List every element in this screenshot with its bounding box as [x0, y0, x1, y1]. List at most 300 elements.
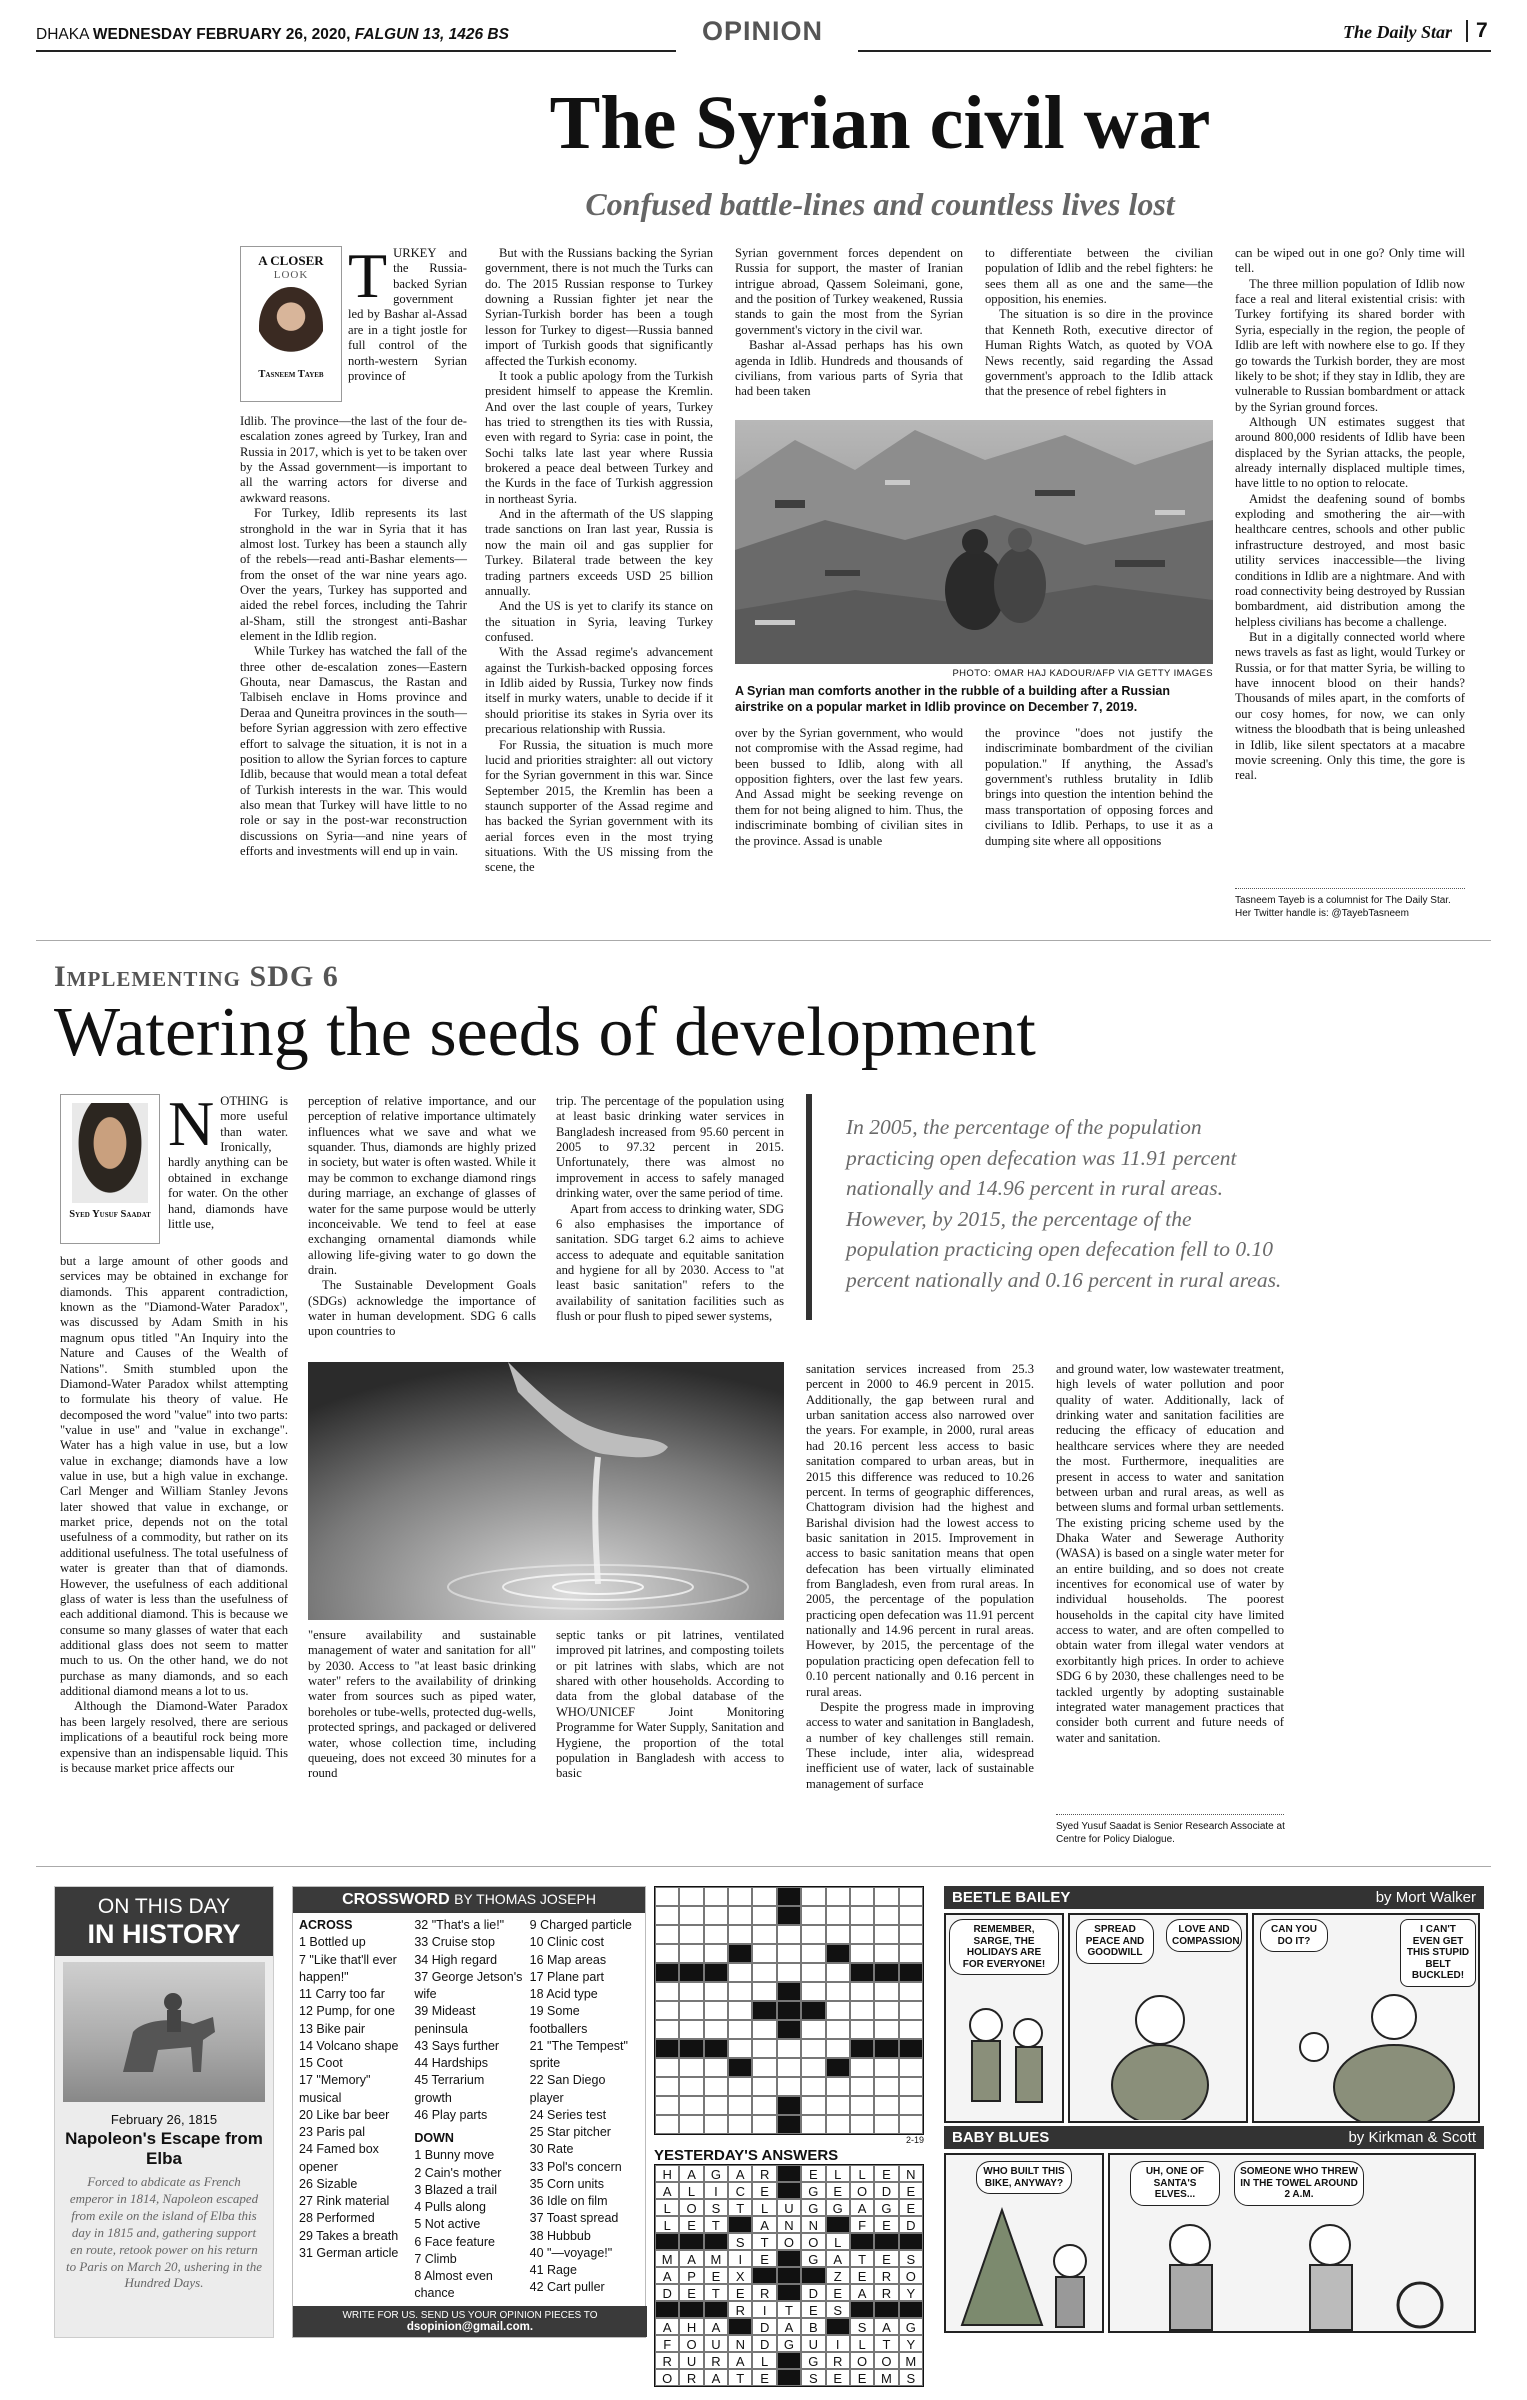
crossword-byline: BY THOMAS JOSEPH — [454, 1891, 596, 1907]
answer-cell: L — [752, 2352, 776, 2369]
crossword-cell[interactable] — [679, 2115, 703, 2134]
article1-col1b — [240, 414, 467, 859]
crossword-cell[interactable] — [752, 2058, 776, 2077]
crossword-cell[interactable] — [655, 1906, 679, 1925]
crossword-cell[interactable] — [728, 1982, 752, 2001]
answer-cell: O — [777, 2233, 801, 2250]
answer-cell: U — [704, 2335, 728, 2352]
answer-cell: P — [679, 2267, 703, 2284]
clue: 36 Idle on film — [529, 2194, 608, 2208]
clue: 22 San Diego player — [529, 2073, 606, 2105]
crossword-cell[interactable] — [874, 1925, 898, 1944]
crossword-cell[interactable] — [874, 2058, 898, 2077]
answer-cell: S — [826, 2301, 850, 2318]
crossword-cell[interactable] — [850, 2058, 874, 2077]
write-for-us — [293, 2306, 647, 2337]
photo-caption: A Syrian man comforts another in the rubble of a building after a Russian airstrike on a popular market in Idlib province on December 7, 2019. — [735, 684, 1171, 714]
answer-cell: A — [874, 2318, 898, 2335]
clue: 29 Takes a breath — [299, 2228, 399, 2243]
crossword-cell[interactable] — [899, 1925, 923, 1944]
crossword-cell[interactable] — [752, 1963, 776, 1982]
paragraph: Although the Diamond-Water Paradox has been largely resolved, there are serious implications of a beautiful rock being more expensive than an indispensable liquid. This is because market price affects our — [60, 1699, 288, 1775]
article2-col2 — [308, 1094, 536, 1340]
clues-col2 — [414, 1917, 523, 2303]
clue: 40 "—voyage!" — [529, 2245, 613, 2260]
answer-cell: L — [826, 2233, 850, 2250]
article2-colD — [1056, 1362, 1284, 1746]
answer-cell: A — [728, 2352, 752, 2369]
crossword-cell[interactable] — [728, 2039, 752, 2058]
crossword-cell[interactable] — [655, 1887, 679, 1906]
crossword-cell[interactable] — [752, 2096, 776, 2115]
clue: 39 Mideast peninsula — [414, 2004, 476, 2036]
paragraph: It took a public apology from the Turkish president himself to appease the Kremlin. And over the last couple of years, Turkey has tried to strengthen its ties with Russia, even with regard to Syria: case in point, the Sochi talks late last year where Russia brokered a peace deal between Turkey and the Kurds in the face of Turkish aggression in northeast Syria. — [485, 368, 713, 506]
crossword-cell[interactable] — [752, 2115, 776, 2134]
answer-cell: E — [704, 2267, 728, 2284]
answer-cell: L — [850, 2335, 874, 2352]
crossword-cell[interactable] — [801, 2096, 825, 2115]
crossword-cell[interactable] — [826, 2096, 850, 2115]
dropcap-1: T — [348, 240, 388, 311]
comic-panel — [1108, 2153, 1476, 2333]
crossword-cell[interactable] — [704, 2096, 728, 2115]
crossword-cell[interactable] — [777, 1944, 801, 1963]
crossword-cell — [850, 1963, 874, 1982]
bio-rule-2 — [1056, 1814, 1284, 1815]
crossword-cell — [655, 2039, 679, 2058]
column-label: A CLOSER — [258, 253, 324, 268]
footer-email[interactable]: dsopinion@gmail.com. — [406, 2321, 534, 2333]
answers-label: ANSWERS — [761, 2147, 839, 2164]
comic-title: BABY BLUES — [952, 2129, 1050, 2146]
crossword-cell[interactable] — [801, 2077, 825, 2096]
paragraph: And the US is yet to clarify its stance on the situation in Syria, leaving Turkey confused. — [485, 599, 713, 644]
clue: 9 Charged particle — [529, 1918, 632, 1932]
crossword-cell[interactable] — [679, 1982, 703, 2001]
clue: 24 Famed box opener — [299, 2142, 379, 2174]
clue: 42 Cart puller — [529, 2280, 605, 2295]
crossword-grid-wrap — [654, 1886, 924, 2387]
down-label: DOWN — [414, 2131, 454, 2145]
answer-cell: R — [874, 2267, 898, 2284]
crossword-cell[interactable] — [655, 1982, 679, 2001]
answer-cell: Y — [899, 2335, 923, 2352]
crossword-cell[interactable] — [801, 2115, 825, 2134]
answer-cell — [728, 2216, 752, 2233]
water-photo — [308, 1362, 784, 1620]
napoleon-painting — [63, 1962, 265, 2102]
crossword-cell[interactable] — [850, 2115, 874, 2134]
crossword-cell[interactable] — [752, 1982, 776, 2001]
clue: 34 High regard — [414, 1952, 498, 1967]
answer-cell: E — [728, 2284, 752, 2301]
clue: 44 Hardships — [414, 2056, 488, 2070]
answer-cell: S — [704, 2199, 728, 2216]
answer-cell: G — [801, 2250, 825, 2267]
speech-bubble: LOVE AND COMPASSION — [1166, 1919, 1242, 1952]
crossword-cell[interactable] — [704, 1944, 728, 1963]
answer-cell: S — [801, 2369, 825, 2386]
crossword-cell[interactable] — [704, 1906, 728, 1925]
author-bio-1: Tasneem Tayeb is a columnist for The Daily Star. Her Twitter handle is: @TayebTasneem — [1235, 895, 1451, 919]
answer-cell — [777, 2182, 801, 2199]
crossword-cell[interactable] — [679, 1925, 703, 1944]
crossword-cell[interactable] — [850, 1887, 874, 1906]
answer-grid — [654, 2164, 924, 2387]
paragraph: Amidst the deafening sound of bombs exploding and smothering the air—with healthcare centres, schools and other public infrastructure destroyed, and most basic utility services inaccessible—the living conditions in Idlib are a nightmare. And with road connectivity being destroyed by Russian bombardment, aid distribution among the helpless civilians has become a challenge. — [1235, 491, 1465, 629]
clue: 20 Like bar beer — [299, 2107, 390, 2122]
crossword-cell[interactable] — [899, 2096, 923, 2115]
clue: 15 Coot — [299, 2056, 343, 2070]
crossword-cell[interactable] — [899, 1906, 923, 1925]
answer-cell: R — [655, 2352, 679, 2369]
crossword-cell[interactable] — [826, 1887, 850, 1906]
paragraph: but a large amount of other goods and services may be obtained in exchange for diamonds. This apparent contradiction, known as the "Diamond-Water Paradox", was discussed by Adam Smith in his magnum opus titled "An Inquiry into the Nature and Causes of the Wealth of Nations". Smith stumbled upon the Diamond-Water Paradox whilst attempting to formulate his theory of value. He decomposed the word "value" into two parts: "value in use" and "value in exchange". Water has a high value in use, but a low value in exchange; diamonds have a low value in use, but a high value in exchange. Carl Menger and William Stanley Jevons later showed that value in exchange, or market price, depends not on the total usefulness of a commodity, but rather on its additional usefulness. The total usefulness of water is greater than that of diamonds. However, the usefulness of each additional glass of water is less than the usefulness of each additional diamond. This is because we consume so many glasses of water that each additional glass does not seem to matter much to us. On the other hand, we do not purchase as many diamonds, and so each additional diamond means a lot to us. — [60, 1254, 288, 1699]
crossword-cell[interactable] — [655, 2001, 679, 2020]
crossword-cell[interactable] — [704, 2020, 728, 2039]
clue: 21 "The Tempest" sprite — [529, 2038, 628, 2070]
crossword-cell[interactable] — [874, 1982, 898, 2001]
answer-cell: G — [777, 2335, 801, 2352]
paragraph: The Sustainable Development Goals (SDGs) acknowledge the importance of water in human development. SDG 6 calls upon countries to — [308, 1278, 536, 1339]
crossword-cell[interactable] — [655, 1944, 679, 1963]
crossword-cell[interactable] — [655, 2020, 679, 2039]
clue: 7 Climb — [414, 2251, 457, 2266]
crossword-cell[interactable] — [826, 1982, 850, 2001]
answer-cell: D — [874, 2182, 898, 2199]
answer-cell: M — [655, 2250, 679, 2267]
speech-bubble: WHO BUILT THIS BIKE, ANYWAY? — [976, 2161, 1072, 2194]
crossword-cell[interactable] — [704, 2058, 728, 2077]
paragraph: trip. The percentage of the population using at least basic drinking water services in Bangladesh increased from 95.60 percent in 2005 to 97.32 percent in 2015. Unfortunately, there was almost no improvement in access to safely managed drinking water, over the same period of time. — [556, 1094, 784, 1201]
comic-title-bar — [944, 2126, 1484, 2149]
answer-cell: L — [752, 2199, 776, 2216]
clue: 38 Hubbub — [529, 2228, 591, 2243]
answer-cell: M — [899, 2352, 923, 2369]
answer-cell: T — [752, 2233, 776, 2250]
crossword-cell[interactable] — [728, 2020, 752, 2039]
crossword-cell[interactable] — [826, 1925, 850, 1944]
answer-cell: E — [752, 2250, 776, 2267]
crossword-cell[interactable] — [752, 2020, 776, 2039]
crossword-cell[interactable] — [850, 2077, 874, 2096]
clue: 41 Rage — [529, 2263, 577, 2277]
answer-cell: U — [777, 2199, 801, 2216]
article1-col4 — [985, 246, 1213, 400]
clue: 13 Bike pair — [299, 2021, 366, 2036]
crossword-cell[interactable] — [850, 2096, 874, 2115]
crossword-cell[interactable] — [874, 1887, 898, 1906]
answer-cell — [704, 2301, 728, 2318]
answer-cell: E — [752, 2182, 776, 2199]
answer-cell — [850, 2233, 874, 2250]
clue: 30 Rate — [529, 2142, 574, 2157]
answer-cell — [777, 2267, 801, 2284]
answer-cell: A — [850, 2199, 874, 2216]
crossword-cell[interactable] — [752, 1944, 776, 1963]
crossword-cell[interactable] — [679, 2001, 703, 2020]
crossword-cell[interactable] — [728, 2077, 752, 2096]
crossword-cell[interactable] — [752, 2039, 776, 2058]
clue: 26 Sizable — [299, 2176, 358, 2191]
crossword-grid[interactable] — [654, 1886, 924, 2135]
crossword-cell[interactable] — [826, 2020, 850, 2039]
crossword-cell[interactable] — [728, 1963, 752, 1982]
syria-photo — [735, 420, 1213, 664]
answer-cell: T — [850, 2250, 874, 2267]
answer-cell: O — [801, 2233, 825, 2250]
crossword-cell — [777, 2001, 801, 2020]
answer-cell: I — [752, 2301, 776, 2318]
crossword-cell[interactable] — [801, 2020, 825, 2039]
clue: 37 Toast spread — [529, 2211, 619, 2226]
clue: 23 Paris pal — [299, 2125, 366, 2139]
clue: 43 Says further — [414, 2038, 500, 2053]
crossword-cell[interactable] — [899, 2115, 923, 2134]
crossword-cell[interactable] — [777, 2039, 801, 2058]
footer-line: WRITE FOR US. SEND US YOUR OPINION PIECES TO — [342, 2310, 598, 2321]
speech-bubble: I CAN'T EVEN GET THIS STUPID BELT BUCKLED! — [1400, 1919, 1476, 1987]
crossword-cell[interactable] — [826, 2001, 850, 2020]
paragraph: URKEY and the Russia-backed Syrian government led by Bashar al-Assad are in a tight jostle for full control of the north-western Syrian province of — [348, 246, 467, 383]
paragraph: The situation is so dire in the province that Kenneth Roth, executive director of Human Rights Watch, as quoted by VOA News recently, said regarding the Assad government's approach to the Idlib attack that the presence of rebel fighters in — [985, 307, 1213, 399]
crossword-cell[interactable] — [801, 1944, 825, 1963]
crossword-cell[interactable] — [752, 2077, 776, 2096]
answer-cell: S — [899, 2250, 923, 2267]
crossword-cell — [899, 1963, 923, 1982]
crossword-cell[interactable] — [679, 1906, 703, 1925]
crossword-cell[interactable] — [679, 1887, 703, 1906]
answer-cell — [679, 2301, 703, 2318]
answer-cell: E — [826, 2369, 850, 2386]
crossword-cell[interactable] — [655, 2058, 679, 2077]
crossword-cell[interactable] — [874, 2115, 898, 2134]
article2-headline: Watering the seeds of development — [54, 994, 1036, 1071]
crossword-cell[interactable] — [850, 1925, 874, 1944]
paragraph: perception of relative importance, and our perception of relative importance ultimately influences what we save and what we squander. Thus, diamonds are highly prized in society, but water is often wasted. While it may be common to exchange diamond rings during marriage, an exchange of glasses of water for the same purpose would be utterly inconceivable. We tend to feel at ease exchanging ornamental diamonds while allowing life-giving water to go down the drain. — [308, 1094, 536, 1277]
answer-cell: R — [752, 2165, 776, 2182]
crossword-cell[interactable] — [826, 2077, 850, 2096]
answer-cell: A — [728, 2165, 752, 2182]
crossword-cell[interactable] — [704, 2077, 728, 2096]
paragraph: The three million population of Idlib now face a real and literal existential crisis: with Turkey fortifying its shared border with Syria, especially in the region, the people of Idlib are left with nowhere else to go. If they go towards the Turkish border, they are most likely to be shot; if they stay in Idlib, they are vulnerable to Russian bombardment or attack by the Syrian ground forces. — [1235, 276, 1465, 414]
answer-cell — [704, 2233, 728, 2250]
page-number: 7 — [1466, 20, 1488, 42]
answer-cell: D — [899, 2216, 923, 2233]
answer-cell: H — [655, 2165, 679, 2182]
history-label: ON THIS DAY — [97, 1895, 231, 1918]
answer-cell: Y — [899, 2284, 923, 2301]
clue: 17 Plane part — [529, 1969, 605, 1984]
answer-cell: A — [752, 2216, 776, 2233]
crossword-cell[interactable] — [826, 2039, 850, 2058]
crossword-cell[interactable] — [899, 2077, 923, 2096]
pull-quote: In 2005, the percentage of the population practicing open defecation was 11.91 percent nationally and 14.96 percent in rural areas. However, by 2015, the percentage of the population practicing open defecation fell to 0.10 percent nationally and 0.16 percent in rural areas. — [846, 1115, 1282, 1292]
crossword-cell — [704, 1963, 728, 1982]
crossword-cell[interactable] — [874, 1906, 898, 1925]
crossword-cell[interactable] — [704, 2115, 728, 2134]
article2-col1b — [60, 1254, 288, 1776]
clue: 16 Map areas — [529, 1952, 607, 1967]
answer-cell — [777, 2165, 801, 2182]
answer-cell: E — [850, 2267, 874, 2284]
crossword-cell[interactable] — [850, 1906, 874, 1925]
answer-cell: N — [899, 2165, 923, 2182]
author-bio-2: Syed Yusuf Saadat is Senior Research Associate at Centre for Policy Dialogue. — [1056, 1821, 1285, 1845]
crossword-cell — [826, 1944, 850, 1963]
crossword-cell[interactable] — [899, 1944, 923, 1963]
crossword-cell[interactable] — [704, 1887, 728, 1906]
answer-cell: O — [679, 2199, 703, 2216]
clue: 46 Play parts — [414, 2107, 488, 2122]
paragraph: For Turkey, Idlib represents its last stronghold in the war in Syria that it has almost lost. Turkey has been a staunch ally of the rebels—read anti-Bashar elements—from the onset of the war nine years ago. Over the years, Turkey has supported and aided the rebel forces, including the Tahrir al-Sham, still the strongest anti-Bashar element in the Idlib region. — [240, 506, 467, 644]
crossword-cell[interactable] — [679, 2077, 703, 2096]
crossword-cell[interactable] — [801, 1887, 825, 1906]
clues-col1 — [299, 1917, 408, 2303]
crossword-cell[interactable] — [704, 1925, 728, 1944]
article1-col5 — [1235, 246, 1465, 784]
answer-cell: O — [850, 2182, 874, 2199]
horse-rider-image — [63, 1962, 267, 2102]
crossword-cell[interactable] — [850, 2001, 874, 2020]
crossword-cell[interactable] — [874, 2096, 898, 2115]
answer-cell: A — [679, 2250, 703, 2267]
paragraph: over by the Syrian government, who would not compromise with the Assad regime, had been bussed to Idlib, along with all opposition fighters, over the last few years. And Assad might be seeking revenge on them for not being aligned to him. Thus, the indiscriminate bombing of civilian sites in the province. Assad is unable — [735, 726, 963, 848]
crossword-cell[interactable] — [679, 2058, 703, 2077]
crossword-date-code: 2-19 — [905, 2135, 924, 2145]
answer-cell: L — [850, 2165, 874, 2182]
history-label-2: IN HISTORY — [87, 1919, 241, 1949]
crossword-cell[interactable] — [801, 2058, 825, 2077]
crossword-cell[interactable] — [728, 1925, 752, 1944]
comic-title: BEETLE BAILEY — [952, 1889, 1071, 1906]
crossword-cell[interactable] — [850, 1944, 874, 1963]
crossword-cell — [801, 2001, 825, 2020]
answer-cell — [777, 2250, 801, 2267]
answer-cell — [655, 2233, 679, 2250]
bio-rule-1 — [1235, 888, 1465, 889]
crossword-cell[interactable] — [899, 2058, 923, 2077]
paragraph: "ensure availability and sustainable management of water and sanitation for all" by 2030. Access to "at least basic drinking water" refers to the availability of drinking water from sources such as piped water, boreholes or tube-wells, protected dug-wells, protected springs, and packaged or delivered water, whose collection time, including queueing, does not exceed 30 minutes for a round — [308, 1628, 536, 1781]
answer-cell: I — [704, 2182, 728, 2199]
answer-cell: D — [752, 2335, 776, 2352]
crossword-cell[interactable] — [826, 1963, 850, 1982]
clue: 24 Series test — [529, 2107, 607, 2122]
answer-cell — [679, 2233, 703, 2250]
crossword-cell[interactable] — [655, 2096, 679, 2115]
crossword-cell[interactable] — [826, 1906, 850, 1925]
crossword-cell[interactable] — [728, 2001, 752, 2020]
answer-cell: L — [655, 2216, 679, 2233]
crossword-cell — [777, 1906, 801, 1925]
crossword-cell[interactable] — [704, 2001, 728, 2020]
crossword-cell — [826, 2058, 850, 2077]
history-body: Forced to abdicate as French emperor in 1814, Napoleon escaped from exile on the island of Elba this day in 1815 and, gathering support en route, retook power on his return to Paris on March 20, ushering in the Hundred Days. — [66, 2174, 262, 2291]
crossword-cell[interactable] — [850, 2020, 874, 2039]
crossword-cell[interactable] — [777, 2077, 801, 2096]
crossword-cell[interactable] — [752, 1887, 776, 1906]
answer-cell: E — [801, 2301, 825, 2318]
crossword-cell[interactable] — [899, 1982, 923, 2001]
crossword-cell — [777, 2115, 801, 2134]
answer-cell: A — [704, 2369, 728, 2386]
article1-col4b — [985, 726, 1213, 849]
article2-col3 — [556, 1094, 784, 1324]
crossword-cell[interactable] — [679, 2096, 703, 2115]
clue: 6 Face feature — [414, 2234, 495, 2249]
clue: 32 "That's a lie!" — [414, 1918, 505, 1932]
answer-cell: A — [655, 2182, 679, 2199]
crossword-cell[interactable] — [777, 2058, 801, 2077]
author-name-1: Tasneem Tayeb — [258, 369, 324, 380]
column-label-sub: LOOK — [273, 269, 309, 281]
crossword-cell[interactable] — [874, 2001, 898, 2020]
crossword-cell[interactable] — [899, 1887, 923, 1906]
crossword-cell[interactable] — [777, 1963, 801, 1982]
clue: 14 Volcano shape — [299, 2038, 399, 2053]
answer-cell: T — [704, 2284, 728, 2301]
answer-cell: O — [850, 2352, 874, 2369]
clue: 7 "Like that'll ever happen!" — [299, 1952, 397, 1984]
crossword-cell[interactable] — [801, 1906, 825, 1925]
crossword-cell[interactable] — [655, 2115, 679, 2134]
dropcap-2: N — [168, 1088, 215, 1159]
crossword-cell[interactable] — [801, 1963, 825, 1982]
crossword-cell[interactable] — [655, 1925, 679, 1944]
crossword-cell[interactable] — [679, 1944, 703, 1963]
paragraph: For Russia, the situation is much more lucid and priorities straighter: all out victory for the Syrian government in this war. Since September 2015, the Kremlin has been a staunch supporter of the Assad regime and has backed the Syrian government with its aerial forces even in the most trying situations. With the US missing from the scene, the — [485, 737, 713, 875]
crossword-cell[interactable] — [728, 1906, 752, 1925]
crossword-cell — [679, 2039, 703, 2058]
answer-cell: A — [704, 2318, 728, 2335]
crossword-cell[interactable] — [752, 1925, 776, 1944]
crossword-cell[interactable] — [728, 2096, 752, 2115]
crossword-cell[interactable] — [850, 1982, 874, 2001]
paragraph: Although UN estimates suggest that around 800,000 residents of Idlib have been displaced by the Syrian attacks, the people, already internally displaced multiple times, have little to no option to relocate. — [1235, 414, 1465, 491]
crossword-cell[interactable] — [655, 2077, 679, 2096]
crossword-cell[interactable] — [728, 1887, 752, 1906]
crossword-cell[interactable] — [801, 2039, 825, 2058]
crossword-cell[interactable] — [874, 1944, 898, 1963]
answer-cell: S — [899, 2369, 923, 2386]
answer-cell — [874, 2301, 898, 2318]
crossword-cell[interactable] — [704, 1982, 728, 2001]
comic-byline: by Mort Walker — [1375, 1889, 1476, 1906]
comic-panel — [1068, 1913, 1248, 2123]
crossword-cell[interactable] — [874, 2020, 898, 2039]
crossword-cell — [850, 2039, 874, 2058]
answer-cell: R — [826, 2352, 850, 2369]
comic-baby-blues — [944, 2126, 1484, 2333]
crossword-cell[interactable] — [801, 1925, 825, 1944]
crossword-cell[interactable] — [801, 1982, 825, 2001]
crossword-cell[interactable] — [728, 2115, 752, 2134]
answer-cell: S — [728, 2233, 752, 2250]
crossword-cell[interactable] — [899, 2020, 923, 2039]
answer-cell: G — [801, 2199, 825, 2216]
crossword-cell[interactable] — [874, 2077, 898, 2096]
crossword-cell[interactable] — [777, 1925, 801, 1944]
answer-cell: E — [850, 2369, 874, 2386]
crossword-cell — [874, 2039, 898, 2058]
answer-cell: E — [899, 2199, 923, 2216]
crossword-cell[interactable] — [826, 2115, 850, 2134]
crossword-cell[interactable] — [899, 2001, 923, 2020]
paragraph: With the Assad regime's advancement against the Turkish-backed opposing forces in Idlib aided by Russia, Turkey now finds itself in murky waters, unable to decide if it should prioritise its stakes in Syria over its precarious relationship with Russia. — [485, 645, 713, 737]
clue: 1 Bunny move — [414, 2148, 495, 2163]
crossword-cell[interactable] — [752, 1906, 776, 1925]
crossword-cell[interactable] — [679, 2020, 703, 2039]
